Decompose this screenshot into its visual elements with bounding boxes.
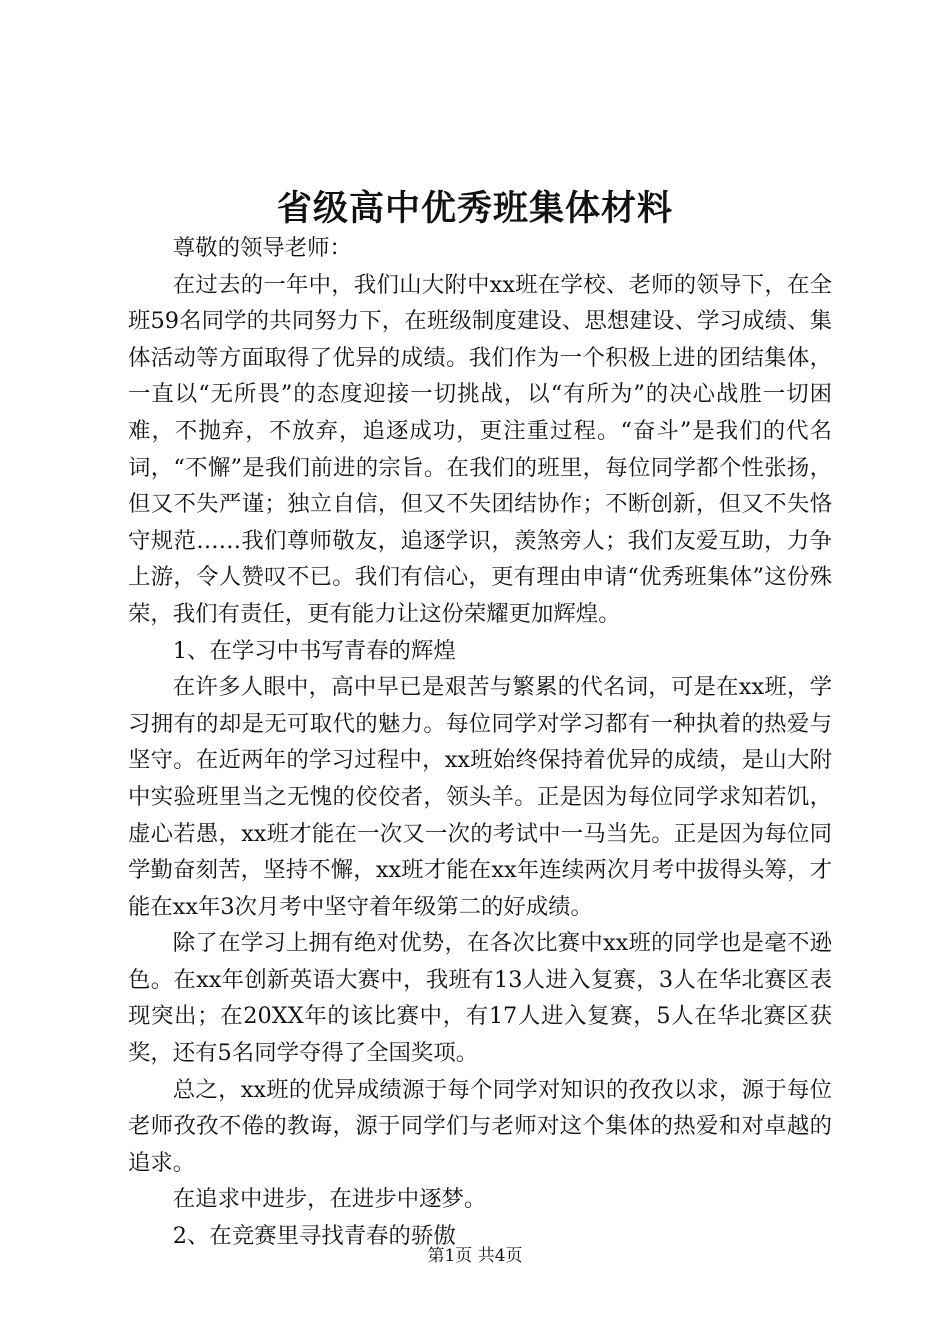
competition-paragraph: 除了在学习上拥有绝对优势，在各次比赛中xx班的同学也是毫不逊色。在xx年创新英语大赛中，我班有13人进入复赛，3人在华北赛区表现突出；在20XX年的该比赛中，有17人进入复赛，5人在华北赛区获奖，还有5名同学夺得了全国奖项。 (128, 930, 832, 1067)
salutation: 尊敬的领导老师： (172, 235, 352, 261)
section-heading-1: 1、在学习中书写青春的辉煌 (172, 637, 456, 664)
study-paragraph: 在许多人眼中，高中早已是艰苦与繁累的代名词，可是在xx班，学习拥有的却是无可取代的魅力。每位同学对学习都有一种执着的热爱与坚守。在近两年的学习过程中，xx班始终保持着优异的成绩，是山大附中实验班里当之无愧的佼佼者，领头羊。正是因为每位同学求知若饥，虚心若愚，xx班才能在一次又一次的考试中一马当先。正是因为每位同学勤奋刻苦，坚持不懈，xx班才能在xx年连续两次月考中拔得头筹，才能在xx年3次月考中坚守着年级第二的好成绩。 (128, 674, 832, 920)
section-heading-2: 2、在竞赛里寻找青春的骄傲 (172, 1223, 456, 1250)
document-body (128, 230, 832, 1255)
intro-paragraph: 在过去的一年中，我们山大附中xx班在学校、老师的领导下，在全班59名同学的共同努力下，在班级制度建设、思想建设、学习成绩、集体活动等方面取得了优异的成绩。我们作为一个积极上进的团结集体，一直以“无所畏”的态度迎接一切挑战，以“有所为”的决心战胜一切困难，不抛弃，不放弃，追逐成功，更注重过程。“奋斗”是我们的代名词，“不懈”是我们前进的宗旨。在我们的班里，每位同学都个性张扬，但又不失严谨；独立自信，但又不失团结协作；不断创新，但又不失恪守规范……我们尊师敬友，追逐学识，羡煞旁人；我们友爱互助，力争上游，令人赞叹不已。我们有信心，更有理由申请“优秀班集体”这份殊荣，我们有责任，更有能力让这份荣耀更加辉煌。 (128, 271, 832, 627)
page-number-footer: 第1页 共4页 (427, 1246, 523, 1266)
page-title: 省级高中优秀班集体材料 (276, 188, 673, 229)
motto-paragraph: 在追求中进步，在进步中逐梦。 (172, 1186, 487, 1213)
summary-paragraph: 总之，xx班的优异成绩源于每个同学对知识的孜孜以求，源于每位老师孜孜不倦的教诲，源于同学们与老师对这个集体的热爱和对卓越的追求。 (128, 1076, 832, 1176)
